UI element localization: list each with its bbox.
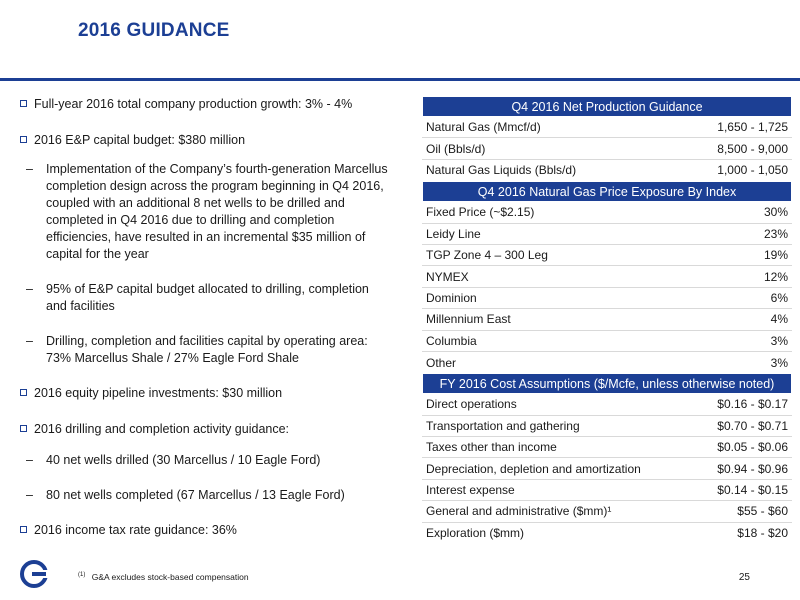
row-label: Transportation and gathering: [426, 418, 580, 433]
page-title: 2016 GUIDANCE: [78, 20, 230, 41]
row-label: Fixed Price (~$2.15): [426, 205, 535, 220]
guidance-bullets: [20, 96, 390, 558]
footnote: $^{(1)}$ G&A excludes stock-based compensation: [78, 572, 249, 582]
checkbox-bullet-icon: [20, 136, 27, 143]
row-value: 23%: [763, 226, 788, 241]
row-label: Dominion: [426, 290, 477, 305]
bullet-pipeline-investments: 2016 equity pipeline investments: $30 million: [20, 385, 390, 402]
table-row: [422, 458, 792, 479]
table-row: [422, 266, 792, 287]
row-value: 1,650 - 1,725: [717, 120, 788, 135]
sub-bullet-implementation: – Implementation of the Company’s fourth-generation Marcellus completion design across the program beginning in Q4 2016, coupled with an additional 8 net wells to be drilled and completed in Q4 2016 due to drilling and completion efficiencies, have resulted in an incremental $35 million of capital for the year: [26, 162, 388, 261]
table-row: [422, 352, 792, 373]
row-label: Natural Gas Liquids (Bbls/d): [426, 163, 577, 178]
table-row: [422, 394, 792, 415]
table-row: [422, 331, 792, 352]
price-table: [422, 202, 792, 373]
row-value: 12%: [763, 269, 788, 284]
table-row: [422, 523, 792, 544]
row-value: 4%: [770, 312, 788, 327]
bullet-production-growth: Full-year 2016 total company production growth: 3% - 4%: [20, 96, 390, 113]
cost-table: [422, 394, 792, 544]
table-row: [422, 416, 792, 437]
row-label: Depreciation, depletion and amortization: [426, 461, 641, 476]
row-value: $0.16 - $0.17: [717, 397, 788, 412]
table-row: [422, 138, 792, 159]
checkbox-bullet-icon: [20, 425, 27, 432]
table-row: [422, 480, 792, 501]
table-row: [422, 224, 792, 245]
bullet-activity-guidance: 2016 drilling and completion activity guidance:: [20, 421, 390, 438]
row-value: $0.14 - $0.15: [717, 483, 788, 498]
table-row: [422, 437, 792, 458]
row-value: 19%: [763, 248, 788, 263]
row-label: TGP Zone 4 – 300 Leg: [426, 248, 548, 263]
table-row: [422, 117, 792, 138]
row-label: Taxes other than income: [426, 440, 557, 455]
sub-bullet-allocation: – 95% of E&P capital budget allocated to drilling, completion and facilities: [26, 282, 369, 313]
row-label: Interest expense: [426, 483, 515, 498]
table-row: [422, 501, 792, 522]
row-label: Leidy Line: [426, 226, 481, 241]
row-value: 30%: [763, 205, 788, 220]
row-label: NYMEX: [426, 269, 469, 284]
sub-bullet-operating-area: – Drilling, completion and facilities capital by operating area: 73% Marcellus Shale / 27% Eagle Ford Shale: [26, 334, 368, 365]
price-table-header: Q4 2016 Natural Gas Price Exposure By Index: [422, 181, 792, 202]
sub-bullet-wells-completed: – 80 net wells completed (67 Marcellus / 13 Eagle Ford): [26, 488, 345, 502]
row-value: 3%: [770, 333, 788, 348]
page-number: 25: [738, 572, 750, 583]
production-table-header: Q4 2016 Net Production Guidance: [422, 96, 792, 117]
checkbox-bullet-icon: [20, 100, 27, 107]
bullet-capital-budget: 2016 E&P capital budget: $380 million: [20, 132, 390, 149]
checkbox-bullet-icon: [20, 389, 27, 396]
table-row: [422, 245, 792, 266]
row-label: Exploration ($mm): [426, 526, 525, 541]
guidance-tables: [422, 96, 792, 544]
row-value: 8,500 - 9,000: [717, 141, 788, 156]
row-label: Millennium East: [426, 312, 511, 327]
title-rule: [0, 78, 800, 81]
company-logo-icon: [20, 560, 48, 588]
cost-table-header: FY 2016 Cost Assumptions ($/Mcfe, unless otherwise noted): [422, 373, 792, 394]
row-value: $0.94 - $0.96: [717, 461, 788, 476]
row-value: $18 - $20: [737, 526, 788, 541]
bullet-tax-rate: 2016 income tax rate guidance: 36%: [20, 522, 390, 539]
row-label: Other: [426, 355, 457, 370]
row-label: General and administrative ($mm)¹: [426, 504, 612, 519]
row-label: Columbia: [426, 333, 477, 348]
sub-bullet-wells-drilled: – 40 net wells drilled (30 Marcellus / 10 Eagle Ford): [26, 453, 321, 467]
checkbox-bullet-icon: [20, 526, 27, 533]
row-label: Oil (Bbls/d): [426, 141, 486, 156]
row-value: 1,000 - 1,050: [717, 163, 788, 178]
table-row: [422, 309, 792, 330]
row-value: 3%: [770, 355, 788, 370]
row-value: $55 - $60: [737, 504, 788, 519]
row-label: Direct operations: [426, 397, 517, 412]
production-table: [422, 117, 792, 181]
row-label: Natural Gas (Mmcf/d): [426, 120, 541, 135]
table-row: [422, 288, 792, 309]
table-row: [422, 202, 792, 223]
table-row: [422, 160, 792, 181]
row-value: $0.05 - $0.06: [717, 440, 788, 455]
row-value: 6%: [770, 290, 788, 305]
row-value: $0.70 - $0.71: [717, 418, 788, 433]
